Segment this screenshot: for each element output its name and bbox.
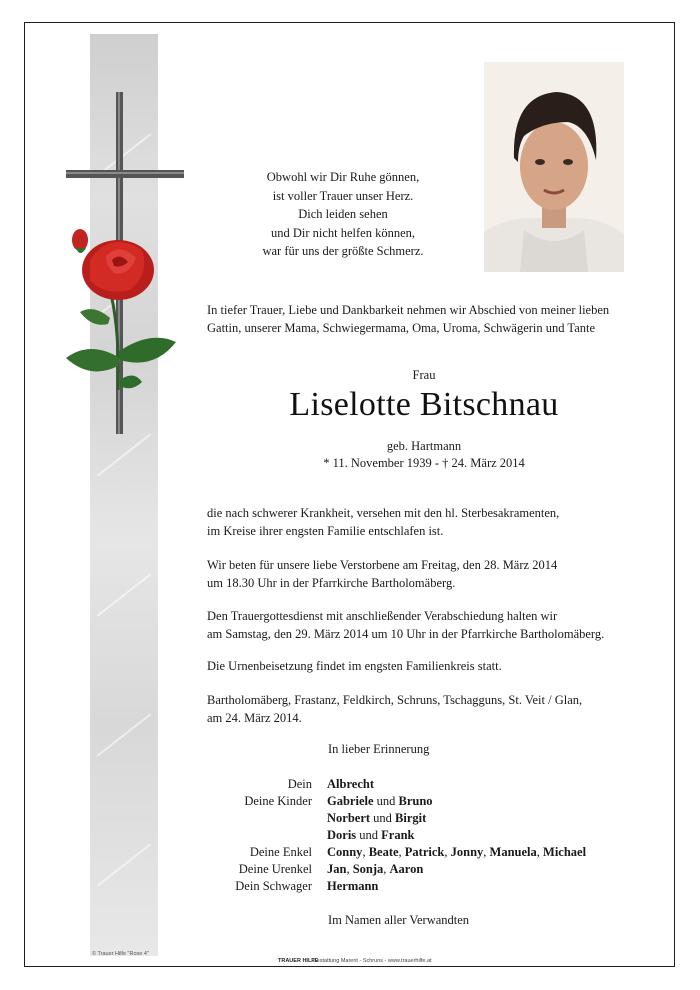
survivor-name: Doris — [327, 828, 357, 842]
survivor-row — [200, 811, 660, 828]
paragraph-line: am Samstag, den 29. März 2014 um 10 Uhr in der Pfarrkirche Bartholomäberg. — [207, 627, 605, 642]
paragraph-line: im Kreise ihrer engsten Familie entschlafen ist. — [207, 524, 444, 539]
paragraph-place-date — [207, 691, 657, 728]
survivor-role: Deine Kinder — [244, 794, 312, 808]
survivor-name: Norbert — [327, 811, 371, 825]
survivor-role: Deine Urenkel — [238, 862, 312, 876]
poem-line: und Dir nicht helfen können, — [270, 225, 416, 240]
paragraph-line: Die Urnenbeisetzung findet im engsten Familienkreis statt. — [207, 659, 502, 673]
survivor-name: Conny — [327, 845, 363, 859]
memory-line: In lieber Erinnerung — [328, 742, 430, 756]
paragraph-line: Bartholomäberg, Frastanz, Feldkirch, Schruns, Tschagguns, St. Veit / Glan, — [207, 693, 583, 707]
paragraph-line: um 18.30 Uhr in der Pfarrkirche Bartholomäberg. — [207, 576, 456, 591]
survivor-row — [200, 828, 660, 845]
intro-line: Gattin, unserer Mama, Schwiegermama, Oma, Uroma, Schwägerin und Tante — [207, 321, 596, 336]
survivor-names: Jan, Sonja, Aaron — [327, 862, 424, 876]
poem — [238, 168, 448, 261]
survivor-row — [200, 862, 660, 879]
survivor-names — [327, 777, 374, 792]
poem-line: Dich leiden sehen — [298, 207, 388, 222]
survivor-role: Dein Schwager — [235, 879, 312, 893]
survivor-role: Dein — [287, 777, 312, 791]
survivor-name: Birgit — [395, 811, 427, 825]
salutation: Frau — [412, 368, 436, 382]
survivor-row — [200, 845, 660, 862]
survivor-names: Gabriele und Bruno — [327, 794, 433, 808]
survivor-row — [200, 777, 660, 794]
survivor-name: Sonja — [352, 862, 384, 876]
survivor-name: Aaron — [389, 862, 424, 876]
paragraph-burial — [207, 657, 657, 675]
survivor-name: Gabriele — [327, 794, 374, 808]
survivor-name: Albrecht — [327, 777, 374, 791]
survivor-name: Beate — [368, 845, 399, 859]
survivor-names: Norbert und Birgit — [327, 811, 427, 825]
poem-line: Obwohl wir Dir Ruhe gönnen, — [266, 170, 420, 184]
paragraph-death — [207, 504, 657, 541]
paragraph-line: Wir beten für unsere liebe Verstorbene am Freitag, den 28. März 2014 — [207, 558, 558, 572]
rose-icon — [72, 229, 154, 300]
survivor-name: Bruno — [398, 794, 433, 808]
survivor-name: Jan — [327, 862, 347, 876]
survivor-name: Frank — [381, 828, 415, 842]
life-dates: * 11. November 1939 - † 24. März 2014 — [323, 456, 525, 470]
survivor-name: Manuela — [489, 845, 537, 859]
paragraph-line: Den Trauergottesdienst mit anschließender Verabschiedung halten wir — [207, 609, 558, 623]
portrait-photo — [484, 62, 624, 272]
image-credit: © Trauer Hilfe "Rose 4" — [92, 951, 149, 957]
paragraph-service — [207, 607, 657, 644]
deceased-name: Liselotte Bitschnau — [289, 386, 559, 423]
cross-with-rose-icon — [50, 90, 190, 440]
funeral-home-address: Bestattung Marent - Schruns - www.trauerhilfe.at — [313, 958, 432, 964]
birth-name: geb. Hartmann — [386, 439, 462, 453]
poem-line: ist voller Trauer unser Herz. — [272, 188, 414, 203]
survivor-row — [200, 794, 660, 811]
intro-text — [207, 301, 657, 338]
survivor-name: Hermann — [327, 879, 379, 893]
paragraph-line: die nach schwerer Krankheit, versehen mit den hl. Sterbesakramenten, — [207, 506, 560, 520]
survivor-name: Patrick — [404, 845, 445, 859]
signoff: Im Namen aller Verwandten — [328, 913, 470, 927]
survivor-role: Deine Enkel — [249, 845, 312, 859]
brand-label: TRAUER HILFE — [278, 958, 319, 964]
poem-line: war für uns der größte Schmerz. — [262, 244, 424, 259]
survivor-names: Conny, Beate, Patrick, Jonny, Manuela, Michael — [327, 845, 587, 859]
survivor-name: Michael — [543, 845, 587, 859]
survivor-name: Jonny — [450, 845, 484, 859]
survivor-names: Doris und Frank — [327, 828, 415, 842]
survivor-row — [200, 879, 660, 896]
paragraph-prayer — [207, 556, 657, 593]
survivor-names — [327, 879, 378, 894]
intro-line: In tiefer Trauer, Liebe und Dankbarkeit nehmen wir Abschied von meiner lieben — [207, 303, 610, 317]
paragraph-line: am 24. März 2014. — [207, 711, 302, 726]
